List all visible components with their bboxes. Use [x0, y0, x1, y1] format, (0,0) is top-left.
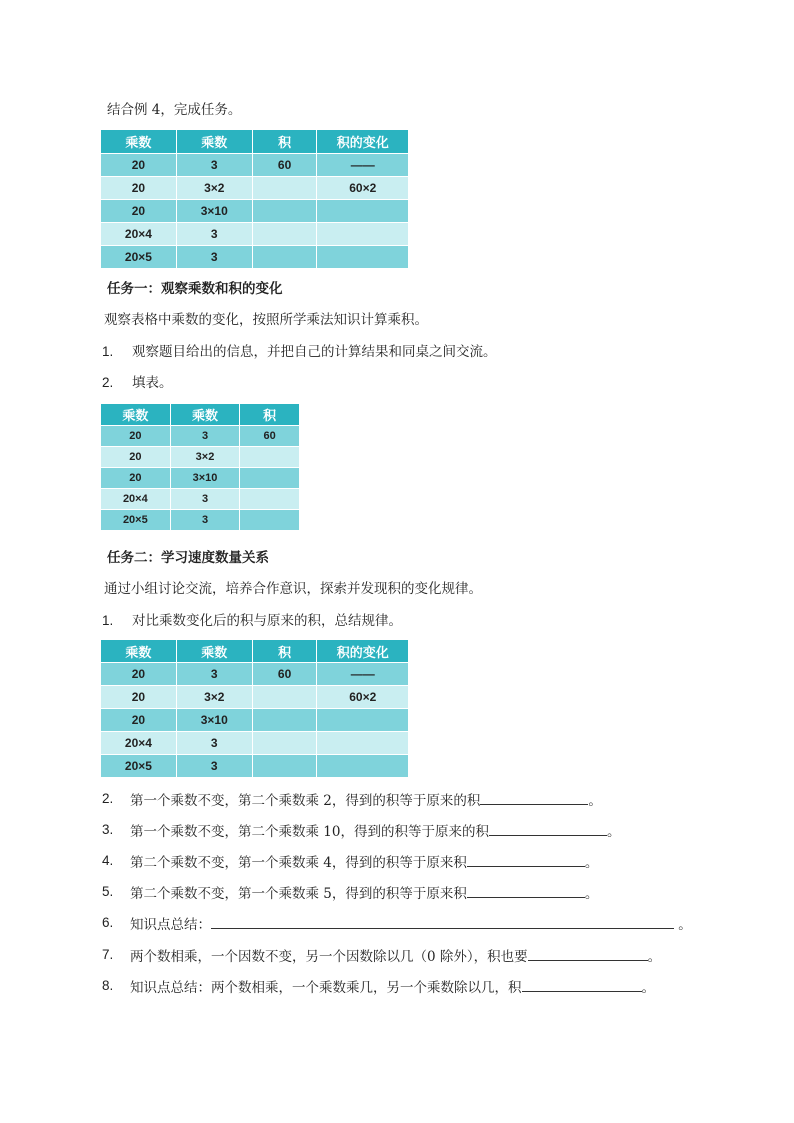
table-cell: 3	[176, 732, 252, 755]
table-cell: 3	[176, 663, 252, 686]
intro-text: 结合例 4，完成任务。	[107, 102, 242, 118]
question-6	[130, 914, 692, 934]
multiplication-table-1	[100, 129, 409, 269]
table-cell: 3×10	[176, 709, 252, 732]
table-cell[interactable]	[317, 200, 409, 223]
question-end: 。	[606, 824, 621, 840]
question-end: 。	[584, 886, 599, 902]
question-text: 第一个乘数不变，第二个乘数乘 10，得到的积等于原来的积	[130, 824, 489, 840]
table-cell: 3	[176, 246, 252, 269]
table-row	[101, 447, 300, 468]
table-cell: 3×10	[170, 468, 240, 489]
header-cell: 乘数	[176, 640, 252, 663]
question-text: 知识点总结：两个数相乘，一个乘数乘几，另一个乘数除以几，积	[130, 980, 522, 996]
header-cell: 乘数	[101, 130, 177, 154]
question-text: 第二个乘数不变，第一个乘数乘 4，得到的积等于原来积	[130, 855, 467, 871]
table-cell[interactable]	[317, 732, 409, 755]
table-cell: 20×4	[101, 732, 177, 755]
answer-blank[interactable]	[528, 946, 648, 961]
list-number: 8.	[102, 978, 114, 993]
list-number: 3.	[102, 822, 114, 837]
answer-blank[interactable]	[467, 883, 585, 898]
table-cell[interactable]	[240, 468, 300, 489]
table-cell: 20×4	[101, 223, 177, 246]
question-end: 。	[641, 980, 655, 996]
table-cell[interactable]	[240, 447, 300, 468]
table-row	[101, 177, 409, 200]
answer-blank[interactable]	[467, 852, 585, 867]
table-row	[101, 510, 300, 531]
header-cell: 积	[252, 130, 317, 154]
table-cell[interactable]	[252, 732, 317, 755]
table-cell: 3×2	[176, 177, 252, 200]
table-cell: 20	[101, 154, 177, 177]
table-cell: 20×5	[101, 246, 177, 269]
task1-item-1: 观察题目给出的信息，并把自己的计算结果和同桌之间交流。	[132, 344, 497, 360]
table-cell: 20	[101, 426, 171, 447]
table-cell: 3	[176, 154, 252, 177]
question-7	[130, 946, 661, 966]
list-number: 6.	[102, 915, 114, 930]
multiplication-table-2	[100, 403, 300, 531]
answer-blank[interactable]	[522, 977, 642, 992]
question-text: 第一个乘数不变，第二个乘数乘 2，得到的积等于原来的积	[130, 793, 481, 809]
table-cell: 3×10	[176, 200, 252, 223]
list-number: 2.	[102, 375, 114, 390]
question-text: 两个数相乘，一个因数不变，另一个因数除以几（0 除外），积也要	[130, 949, 528, 965]
table-cell: 3	[170, 489, 240, 510]
list-number: 5.	[102, 884, 114, 899]
table-cell[interactable]	[252, 177, 317, 200]
table-cell[interactable]	[252, 686, 317, 709]
header-cell: 积	[240, 404, 300, 426]
table-row	[101, 200, 409, 223]
table-cell: 3	[176, 755, 252, 778]
table-cell: 60×2	[317, 177, 409, 200]
table-row	[101, 663, 409, 686]
task2-desc: 通过小组讨论交流，培养合作意识，探索并发现积的变化规律。	[104, 581, 482, 597]
question-text: 第二个乘数不变，第一个乘数乘 5，得到的积等于原来积	[130, 886, 467, 902]
list-number: 7.	[102, 947, 114, 962]
header-cell: 乘数	[170, 404, 240, 426]
table-cell: 20×5	[101, 510, 171, 531]
list-number: 1.	[102, 344, 114, 359]
table-cell[interactable]	[317, 246, 409, 269]
question-end: 。	[584, 855, 599, 871]
table-cell[interactable]	[240, 489, 300, 510]
table-row	[101, 709, 409, 732]
table-cell: 20	[101, 447, 171, 468]
table-cell: 20	[101, 468, 171, 489]
task1-title: 任务一：观察乘数和积的变化	[107, 281, 283, 297]
question-text: 知识点总结：	[130, 917, 211, 933]
table-row	[101, 732, 409, 755]
list-number: 4.	[102, 853, 114, 868]
question-5	[130, 883, 598, 903]
table-cell[interactable]	[252, 223, 317, 246]
table-cell[interactable]	[252, 709, 317, 732]
header-cell: 积的变化	[317, 130, 409, 154]
table-cell[interactable]	[252, 755, 317, 778]
question-4	[130, 852, 598, 872]
table-cell: 60×2	[317, 686, 409, 709]
table-row	[101, 426, 300, 447]
answer-blank[interactable]	[480, 790, 588, 805]
table-cell: ——	[317, 663, 409, 686]
task2-title: 任务二：学习速度数量关系	[107, 550, 269, 566]
table-cell: 3	[176, 223, 252, 246]
table-cell[interactable]	[317, 755, 409, 778]
multiplication-table-3	[100, 639, 409, 778]
header-cell: 乘数	[101, 640, 177, 663]
table-row	[101, 223, 409, 246]
header-cell: 积	[252, 640, 317, 663]
answer-blank[interactable]	[211, 914, 674, 929]
table-cell[interactable]	[317, 709, 409, 732]
table-cell: 20×4	[101, 489, 171, 510]
question-end: 。	[647, 949, 662, 965]
task2-item-1: 对比乘数变化后的积与原来的积，总结规律。	[132, 613, 402, 629]
table-cell: 60	[252, 154, 317, 177]
question-end: 。	[588, 793, 602, 809]
task1-desc: 观察表格中乘数的变化，按照所学乘法知识计算乘积。	[104, 312, 428, 328]
table-cell: 3	[170, 426, 240, 447]
question-2	[130, 790, 602, 810]
table-cell[interactable]	[252, 246, 317, 269]
answer-blank[interactable]	[489, 821, 607, 836]
table-cell: 20	[101, 177, 177, 200]
table-cell: ——	[317, 154, 409, 177]
table-cell: 3×2	[170, 447, 240, 468]
table-cell: 60	[240, 426, 300, 447]
table-cell: 3×2	[176, 686, 252, 709]
question-8	[130, 977, 655, 997]
question-end: 。	[674, 917, 692, 933]
table-cell: 20	[101, 663, 177, 686]
table-row	[101, 489, 300, 510]
table-cell[interactable]	[240, 510, 300, 531]
table-cell: 60	[252, 663, 317, 686]
table-cell: 20	[101, 709, 177, 732]
table-cell: 20	[101, 686, 177, 709]
table-cell: 20×5	[101, 755, 177, 778]
table-cell[interactable]	[317, 223, 409, 246]
table-cell: 20	[101, 200, 177, 223]
table-cell[interactable]	[252, 200, 317, 223]
table-row	[101, 154, 409, 177]
list-number: 2.	[102, 791, 114, 806]
header-cell: 乘数	[176, 130, 252, 154]
table-row	[101, 246, 409, 269]
task1-item-2: 填表。	[132, 375, 173, 391]
question-3	[130, 821, 620, 841]
table-row	[101, 755, 409, 778]
list-number: 1.	[102, 613, 114, 628]
table-row	[101, 686, 409, 709]
header-cell: 积的变化	[317, 640, 409, 663]
table-row	[101, 468, 300, 489]
table-cell: 3	[170, 510, 240, 531]
header-cell: 乘数	[101, 404, 171, 426]
